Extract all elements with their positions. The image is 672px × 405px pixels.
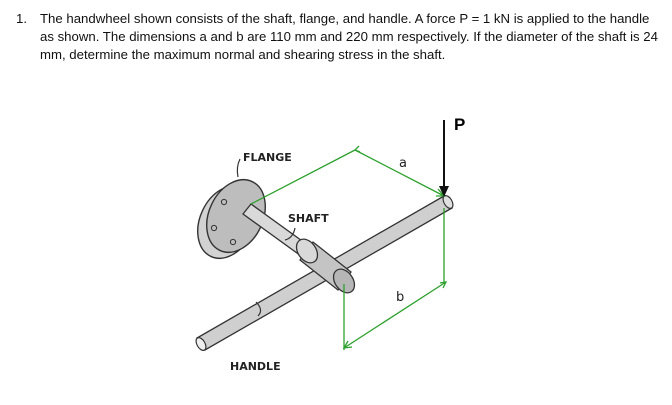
shaft-label: SHAFT bbox=[288, 212, 329, 225]
dimension-a-label: a bbox=[399, 156, 407, 171]
problem-text: The handwheel shown consists of the shaft, flange, and handle. A force P = 1 kN is applied to the handle as shown. The dimensions a and b are 110 mm and 220 mm respectively. If the diameter of the shaft is 24 mm, determine the maximum normal and shearing stress in the shaft. bbox=[40, 11, 658, 62]
force-label: P bbox=[454, 115, 466, 134]
force-arrow bbox=[439, 120, 449, 197]
problem-number: 1. bbox=[16, 11, 27, 26]
problem-statement bbox=[10, 10, 660, 64]
handle-label: HANDLE bbox=[230, 360, 281, 373]
dimension-b-label: b bbox=[396, 290, 405, 305]
handwheel-figure bbox=[0, 100, 672, 400]
handwheel-diagram bbox=[0, 100, 672, 400]
flange-label: FLANGE bbox=[243, 151, 292, 164]
